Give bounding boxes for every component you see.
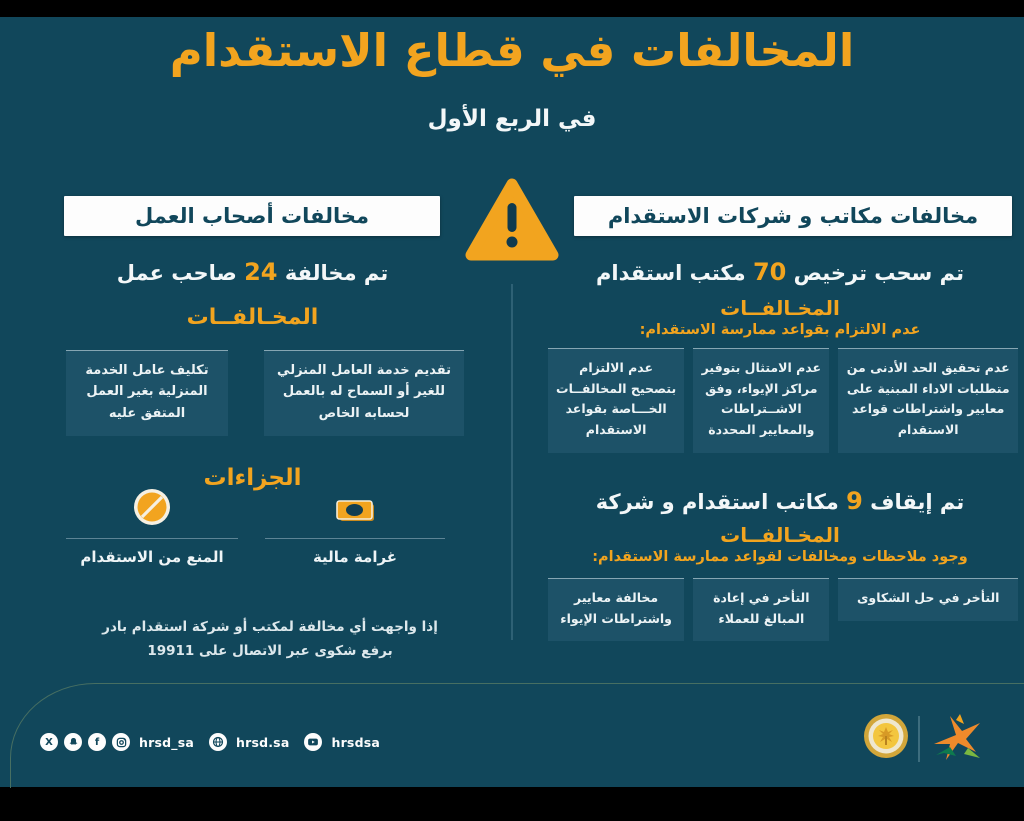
banknote-icon: [332, 492, 378, 530]
penalty-label: المنع من الاستقدام: [80, 548, 224, 566]
violation-card: التأخر في حل الشكاوى: [838, 578, 1018, 621]
section-header-offices: مخالفات مكاتب و شركات الاستقدام: [574, 196, 1012, 236]
warning-triangle-icon: [464, 176, 560, 268]
social-handle[interactable]: hrsd_sa: [139, 734, 194, 750]
stat-number: 70: [752, 258, 787, 286]
violation-card: عدم الامتثال بتوفير مراكز الإيواء، وفق الاشــتراطات والمعايير المحددة: [693, 348, 829, 453]
penalty-ban: [66, 488, 238, 566]
x-twitter-icon[interactable]: X: [40, 733, 58, 751]
penalties-heading: الجزاءات: [203, 465, 302, 491]
stat-number: 24: [244, 258, 278, 286]
violations-heading-suspended: المخـالفــات: [720, 523, 840, 547]
penalty-divider-line: [66, 538, 238, 539]
hrsd-ministry-logo-icon: [930, 710, 984, 772]
stat-suffix: مكتب استقدام: [596, 261, 746, 285]
stat-suffix: مكاتب استقدام و شركة: [595, 490, 839, 514]
logo-divider: [918, 716, 920, 762]
page-title: المخالفات في قطاع الاستقدام: [169, 24, 855, 77]
stat-prefix: تم إيقاف: [870, 490, 965, 514]
page-subtitle: في الربع الأول: [427, 106, 597, 132]
stat-offices-suspended: [545, 487, 1015, 515]
violations-subheading-offices: عدم الالتزام بقواعد ممارسة الاستقدام:: [639, 322, 921, 338]
violations-subheading-suspended: وجود ملاحظات ومخالفات لقواعد ممارسة الاستقدام:: [592, 549, 968, 565]
notice-line1: إذا واجهت أي مخالفة لمكتب أو شركة استقدام بادر: [102, 619, 438, 635]
penalty-divider-line: [265, 538, 445, 539]
complaint-notice: [70, 615, 470, 664]
notice-line2: برفع شكوى عبر الاتصال على: [199, 643, 393, 660]
center-divider: [511, 284, 513, 640]
violation-card: عدم الالتزام بتصحيح المخالفــات الخـــاصة بقواعد الاستقدام: [548, 348, 684, 453]
violation-card: مخالفة معايير واشتراطات الإيواء: [548, 578, 684, 641]
stat-number: 9: [846, 487, 863, 515]
stat-suffix: صاحب عمل: [116, 261, 237, 285]
stat-prefix: تم سحب ترخيص: [793, 261, 964, 285]
youtube-handle[interactable]: hrsdsa: [331, 734, 380, 750]
website-handle[interactable]: hrsd.sa: [235, 734, 290, 750]
facebook-icon[interactable]: f: [88, 733, 106, 751]
penalty-label: غرامة مالية: [312, 548, 398, 566]
violations-heading-offices: المخـالفــات: [720, 296, 840, 320]
violation-card: التأخر في إعادة المبالغ للعملاء: [693, 578, 829, 641]
violation-card: تكليف عامل الخدمة المنزلية بغير العمل المتفق عليه: [66, 350, 228, 436]
violations-cards-offices: [548, 348, 1018, 453]
violation-card: عدم تحقيق الحد الأدنى من متطلبات الاداء المبنية على معايير واشتراطات قواعد الاستقدام: [838, 348, 1018, 453]
social-bar: [40, 733, 389, 751]
stat-employers-violated: [40, 258, 465, 286]
violation-card: تقديم خدمة العامل المنزلي للغير أو السماح له بالعمل لحسابه الخاص: [264, 350, 464, 436]
violations-heading-employers: المخـالفــات: [186, 305, 319, 330]
globe-website-icon[interactable]: [209, 733, 227, 751]
stat-licenses-revoked: [545, 258, 1015, 286]
instagram-icon[interactable]: [112, 733, 130, 751]
stat-prefix: تم مخالفة: [284, 261, 389, 285]
saudi-emblem-seal-icon: [862, 712, 910, 764]
youtube-icon[interactable]: [304, 733, 322, 751]
penalty-fine: [265, 492, 445, 566]
no-entry-icon: [133, 488, 171, 530]
section-header-employers: مخالفات أصحاب العمل: [64, 196, 440, 236]
snapchat-icon[interactable]: [64, 733, 82, 751]
hotline-number: 19911: [147, 643, 195, 660]
violations-cards-suspended: [548, 578, 1018, 641]
